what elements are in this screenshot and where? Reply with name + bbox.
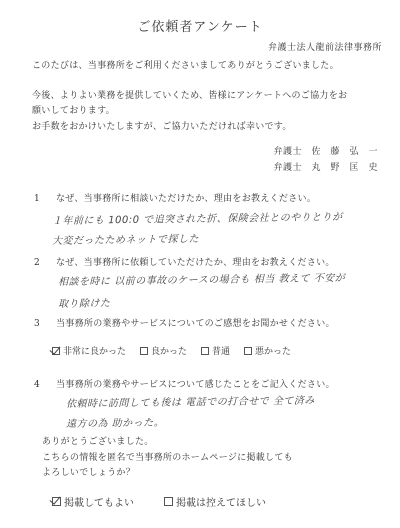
question-number: 3 [34,319,41,329]
checkbox-checked-icon[interactable] [52,347,60,355]
answer-1-line-1: １年前にも 100:0 で追突された折、保険会社とのやりとりが [51,211,343,227]
intro-line-4: お手数をおかけいたしますが、ご協力いただければ幸いです。 [32,122,292,132]
answer-4-line-1: 依頼時に訪問しても後は 電話での打合せで 全て済み [65,395,315,410]
intro-line-2: 今後、よりよい業務を提供していくため、皆様にアンケートへのご協力をお [32,91,348,101]
checkbox-icon[interactable] [164,497,173,506]
question-number: 1 [34,194,41,204]
signature-sato: 弁護士 佐 藤 弘 一 [273,147,378,157]
question-text: なぜ、当事務所に相談いただけたか、理由をお教えください。 [56,194,317,204]
checkbox-icon[interactable] [201,347,209,355]
option-very-good[interactable]: 非常に良かった [52,344,126,357]
consent-allow[interactable]: 掲載してもよい [52,494,134,509]
option-good[interactable]: 良かった [140,344,187,357]
consent-options [52,494,296,509]
question-text: 当事務所の業務やサービスについて感じたことをご記入ください。 [56,380,335,390]
checkbox-icon[interactable] [140,347,148,355]
consent-decline[interactable]: 掲載は控えてほしい [164,494,266,509]
closing-line-3: よろしいでしょうか？ [42,468,136,478]
question-number: 4 [34,380,41,390]
checkbox-checked-icon[interactable] [52,497,61,506]
question-number: 2 [34,258,41,268]
answer-2-line-1: 相談を時に 以前の事故のケースの場合も 相当 教えて 不安が [57,272,346,288]
question-text: 当事務所の業務やサービスについてのご感想をお聞かせください。 [56,319,335,329]
option-average[interactable]: 普通 [201,344,230,357]
signature-maruno: 弁護士 丸 野 匡 史 [273,163,378,173]
closing-line-2: こちらの情報を匿名で当事務所のホームページに掲載しても [42,453,293,463]
page-title: ご依頼者アンケート [137,20,263,35]
answer-4-line-2: 遠方の為 助かった。 [65,417,165,430]
question-1 [34,191,316,204]
answer-1-line-2: 大変だったためネットで探した [51,233,200,247]
question-4 [34,377,335,390]
satisfaction-options [52,344,305,357]
answer-2-line-2: 取り除けた [57,298,111,310]
question-2 [34,255,335,268]
closing-thanks: ありがとうございました。 [42,437,154,447]
question-3 [34,316,335,329]
checkbox-icon[interactable] [244,347,252,355]
option-bad[interactable]: 悪かった [244,344,291,357]
question-text: なぜ、当事務所に依頼していただけたか、理由をお教えください。 [56,258,335,268]
intro-line-1: このたびは、当事務所をご利用くださいましてありがとうございました。 [32,61,339,71]
law-office-name: 弁護士法人龍前法律事務所 [267,43,382,53]
intro-line-3: 願いしております。 [32,106,115,116]
